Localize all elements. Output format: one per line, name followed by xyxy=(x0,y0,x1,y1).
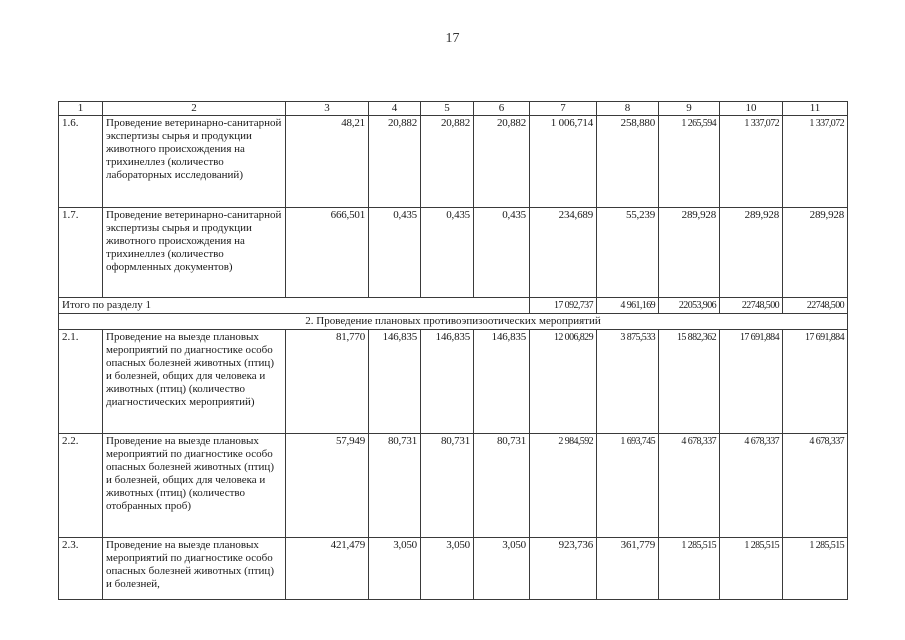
row-description: Проведение на выезде плановых мероприятий по диагностике особо опасных болезней животных (птиц) и болезней, общих для человека и животных (птиц) (количество отобранных проб) xyxy=(103,434,286,538)
header-cell: 11 xyxy=(783,102,848,116)
total-value: 22748,500 xyxy=(783,298,848,314)
value-cell: 146,835 xyxy=(421,330,474,434)
row-description: Проведение ветеринарно-санитарной экспертизы сырья и продукции животного происхождения на трихинеллез (количество лабораторных исследований) xyxy=(103,116,286,208)
value-cell: 20,882 xyxy=(369,116,421,208)
value-cell: 234,689 xyxy=(530,208,597,298)
value-cell: 55,239 xyxy=(597,208,659,298)
row-id: 1.7. xyxy=(59,208,103,298)
value-cell: 48,21 xyxy=(286,116,369,208)
value-cell: 289,928 xyxy=(659,208,720,298)
total-value: 22053,906 xyxy=(659,298,720,314)
value-cell: 1 285,515 xyxy=(720,538,783,600)
value-cell: 80,731 xyxy=(421,434,474,538)
row-id: 1.6. xyxy=(59,116,103,208)
value-cell: 81,770 xyxy=(286,330,369,434)
value-cell: 1 285,515 xyxy=(783,538,848,600)
value-cell: 4 678,337 xyxy=(783,434,848,538)
total-row xyxy=(59,298,848,314)
value-cell: 1 693,745 xyxy=(597,434,659,538)
header-cell: 6 xyxy=(474,102,530,116)
table-row xyxy=(59,538,848,600)
budget-table xyxy=(58,101,848,600)
value-cell: 258,880 xyxy=(597,116,659,208)
header-cell: 5 xyxy=(421,102,474,116)
value-cell: 3,050 xyxy=(421,538,474,600)
value-cell: 80,731 xyxy=(369,434,421,538)
value-cell: 0,435 xyxy=(421,208,474,298)
row-description: Проведение на выезде плановых мероприятий по диагностике особо опасных болезней животных (птиц) и болезней, общих для человека и животных (птиц) (количество диагностических мероприятий) xyxy=(103,330,286,434)
value-cell: 1 337,072 xyxy=(783,116,848,208)
row-id: 2.2. xyxy=(59,434,103,538)
total-value: 4 961,169 xyxy=(597,298,659,314)
table-row xyxy=(59,434,848,538)
header-cell: 1 xyxy=(59,102,103,116)
table-row xyxy=(59,330,848,434)
header-cell: 7 xyxy=(530,102,597,116)
table-row xyxy=(59,116,848,208)
total-value: 17 092,737 xyxy=(530,298,597,314)
value-cell: 0,435 xyxy=(369,208,421,298)
value-cell: 4 678,337 xyxy=(720,434,783,538)
section-title-row xyxy=(59,314,848,330)
value-cell: 0,435 xyxy=(474,208,530,298)
value-cell: 923,736 xyxy=(530,538,597,600)
value-cell: 3,050 xyxy=(369,538,421,600)
value-cell: 1 006,714 xyxy=(530,116,597,208)
row-id: 2.1. xyxy=(59,330,103,434)
value-cell: 146,835 xyxy=(474,330,530,434)
value-cell: 15 882,362 xyxy=(659,330,720,434)
header-cell: 4 xyxy=(369,102,421,116)
value-cell: 361,779 xyxy=(597,538,659,600)
value-cell: 1 285,515 xyxy=(659,538,720,600)
total-label: Итого по разделу 1 xyxy=(59,298,530,314)
value-cell: 289,928 xyxy=(720,208,783,298)
header-cell: 10 xyxy=(720,102,783,116)
table-header-row xyxy=(59,102,848,116)
value-cell: 17 691,884 xyxy=(783,330,848,434)
value-cell: 4 678,337 xyxy=(659,434,720,538)
value-cell: 17 691,884 xyxy=(720,330,783,434)
header-cell: 2 xyxy=(103,102,286,116)
value-cell: 20,882 xyxy=(474,116,530,208)
section-title: 2. Проведение плановых противоэпизоотических мероприятий xyxy=(59,314,848,330)
value-cell: 3 875,533 xyxy=(597,330,659,434)
value-cell: 146,835 xyxy=(369,330,421,434)
total-value: 22748,500 xyxy=(720,298,783,314)
value-cell: 20,882 xyxy=(421,116,474,208)
row-description: Проведение ветеринарно-санитарной экспертизы сырья и продукции животного происхождения на трихинеллез (количество оформленных документов) xyxy=(103,208,286,298)
value-cell: 80,731 xyxy=(474,434,530,538)
row-id: 2.3. xyxy=(59,538,103,600)
value-cell: 666,501 xyxy=(286,208,369,298)
value-cell: 2 984,592 xyxy=(530,434,597,538)
value-cell: 57,949 xyxy=(286,434,369,538)
value-cell: 12 006,829 xyxy=(530,330,597,434)
value-cell: 289,928 xyxy=(783,208,848,298)
value-cell: 1 337,072 xyxy=(720,116,783,208)
table-row xyxy=(59,208,848,298)
row-description: Проведение на выезде плановых мероприятий по диагностике особо опасных болезней животных (птиц) и болезней, xyxy=(103,538,286,600)
header-cell: 3 xyxy=(286,102,369,116)
value-cell: 3,050 xyxy=(474,538,530,600)
value-cell: 1 265,594 xyxy=(659,116,720,208)
header-cell: 9 xyxy=(659,102,720,116)
page-number: 17 xyxy=(445,31,460,46)
value-cell: 421,479 xyxy=(286,538,369,600)
header-cell: 8 xyxy=(597,102,659,116)
